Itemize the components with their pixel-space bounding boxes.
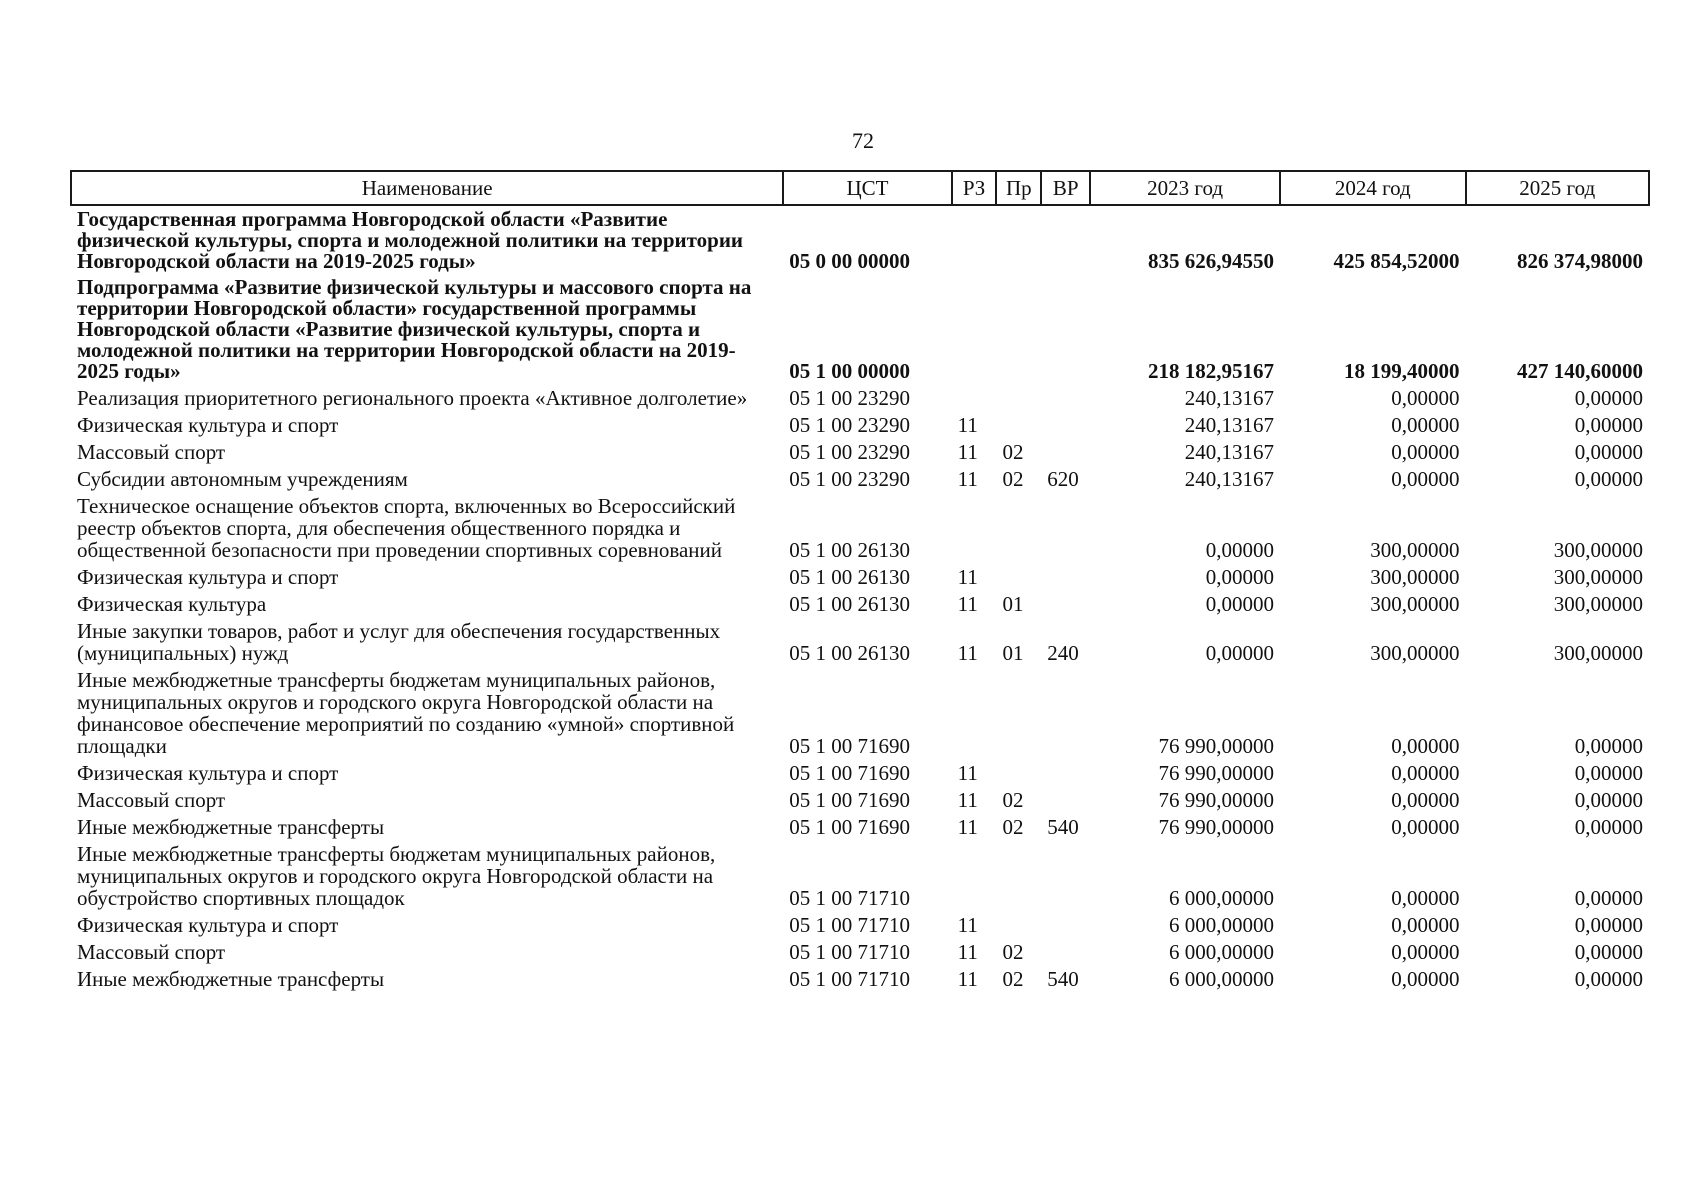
- cell-vr: [1041, 759, 1090, 786]
- table-row: [71, 590, 1649, 617]
- cell-name: Иные межбюджетные трансферты: [77, 815, 385, 839]
- table-row: [71, 813, 1649, 840]
- page-number: 72: [852, 128, 874, 153]
- cell-2023: 0,00000: [1205, 592, 1275, 616]
- header-2025: 2025 год: [1466, 171, 1649, 205]
- cell-2024: 0,00000: [1391, 386, 1460, 410]
- cell-2024: 300,00000: [1370, 538, 1460, 562]
- cell-vr: 240: [1047, 641, 1079, 665]
- cell-rz: 11: [957, 761, 978, 785]
- cell-2025: 300,00000: [1553, 538, 1643, 562]
- cell-2023: 0,00000: [1205, 565, 1275, 589]
- cell-2025: 0,00000: [1574, 788, 1643, 812]
- header-vr: ВР: [1041, 171, 1090, 205]
- cell-2024: 0,00000: [1391, 467, 1460, 491]
- cell-vr: 540: [1047, 967, 1079, 991]
- cell-cst: 05 1 00 23290: [789, 386, 910, 410]
- table-row: [71, 274, 1649, 384]
- cell-vr: 540: [1047, 815, 1079, 839]
- cell-2025: 826 374,98000: [1517, 249, 1643, 273]
- cell-cst: 05 1 00 71710: [789, 940, 910, 964]
- cell-2025: 300,00000: [1553, 565, 1643, 589]
- cell-name: Субсидии автономным учреждениям: [77, 467, 408, 491]
- cell-pr: [996, 911, 1041, 938]
- cell-2024: 0,00000: [1391, 967, 1460, 991]
- cell-pr: 02: [1002, 440, 1024, 464]
- cell-2024: 0,00000: [1391, 734, 1460, 758]
- cell-rz: 11: [957, 940, 978, 964]
- header-rz: РЗ: [952, 171, 997, 205]
- header-name: Наименование: [71, 171, 783, 205]
- table-row: [71, 492, 1649, 563]
- cell-name: Техническое оснащение объектов спорта, включенных во Всероссийский реестр объектов спорта, для обеспечения общественного порядка и общественной безопасности при проведении спортивных соревнований: [77, 494, 736, 562]
- cell-pr: 02: [1002, 940, 1024, 964]
- cell-vr: [1041, 411, 1090, 438]
- cell-name: Подпрограмма «Развитие физической культуры и массового спорта на территории Новгородской области» государственной программы Новгородской области «Развитие физической культуры, спорта и молодежной политики на территории Новгородской области на 2019-2025 годы»: [77, 275, 752, 383]
- cell-2025: 427 140,60000: [1517, 359, 1643, 383]
- cell-2024: 300,00000: [1370, 565, 1460, 589]
- cell-vr: [1041, 384, 1090, 411]
- cell-vr: [1041, 590, 1090, 617]
- cell-cst: 05 1 00 71690: [789, 788, 910, 812]
- cell-rz: [952, 492, 997, 563]
- cell-2025: 0,00000: [1574, 440, 1643, 464]
- cell-name: Иные межбюджетные трансферты бюджетам муниципальных районов, муниципальных округов и городского округа Новгородской области на финансовое обеспечение мероприятий по созданию «умной» спортивной площадки: [77, 668, 735, 758]
- cell-pr: 01: [1002, 592, 1024, 616]
- cell-2023: 6 000,00000: [1169, 913, 1275, 937]
- budget-table: [70, 170, 1650, 992]
- cell-rz: [952, 840, 997, 911]
- cell-rz: 11: [957, 565, 978, 589]
- cell-2023: 76 990,00000: [1158, 761, 1275, 785]
- cell-2025: 0,00000: [1574, 734, 1643, 758]
- header-pr: Пр: [996, 171, 1041, 205]
- table-row: [71, 411, 1649, 438]
- cell-pr: [996, 759, 1041, 786]
- cell-2023: 76 990,00000: [1158, 734, 1275, 758]
- cell-rz: [952, 274, 997, 384]
- cell-vr: [1041, 938, 1090, 965]
- cell-vr: [1041, 274, 1090, 384]
- cell-pr: [996, 840, 1041, 911]
- cell-rz: 11: [957, 641, 978, 665]
- cell-2023: 0,00000: [1205, 538, 1275, 562]
- cell-rz: 11: [957, 967, 978, 991]
- cell-2025: 0,00000: [1574, 467, 1643, 491]
- table-row: [71, 938, 1649, 965]
- table-row: [71, 840, 1649, 911]
- table-row: [71, 759, 1649, 786]
- cell-vr: [1041, 786, 1090, 813]
- cell-2024: 0,00000: [1391, 815, 1460, 839]
- cell-2024: 0,00000: [1391, 940, 1460, 964]
- header-2024: 2024 год: [1280, 171, 1466, 205]
- cell-2023: 6 000,00000: [1169, 967, 1275, 991]
- cell-name: Массовый спорт: [77, 940, 226, 964]
- cell-pr: [996, 411, 1041, 438]
- cell-pr: [996, 384, 1041, 411]
- cell-name: Физическая культура: [77, 592, 267, 616]
- cell-2025: 300,00000: [1553, 641, 1643, 665]
- cell-name: Иные межбюджетные трансферты: [77, 967, 385, 991]
- cell-name: Физическая культура и спорт: [77, 913, 339, 937]
- table-row: [71, 384, 1649, 411]
- cell-name: Физическая культура и спорт: [77, 565, 339, 589]
- cell-cst: 05 1 00 23290: [789, 440, 910, 464]
- cell-pr: 02: [1002, 815, 1024, 839]
- cell-name: Массовый спорт: [77, 788, 226, 812]
- cell-2023: 0,00000: [1205, 641, 1275, 665]
- cell-2024: 0,00000: [1391, 788, 1460, 812]
- cell-2024: 0,00000: [1391, 761, 1460, 785]
- cell-cst: 05 1 00 71690: [789, 734, 910, 758]
- cell-vr: [1041, 840, 1090, 911]
- cell-cst: 05 1 00 26130: [789, 592, 910, 616]
- cell-2025: 0,00000: [1574, 940, 1643, 964]
- cell-rz: 11: [957, 413, 978, 437]
- cell-pr: 02: [1002, 788, 1024, 812]
- cell-rz: [952, 666, 997, 759]
- cell-2024: 0,00000: [1391, 886, 1460, 910]
- cell-2023: 6 000,00000: [1169, 940, 1275, 964]
- cell-2023: 6 000,00000: [1169, 886, 1275, 910]
- cell-2025: 0,00000: [1574, 815, 1643, 839]
- cell-pr: 01: [1002, 641, 1024, 665]
- table-body: [71, 205, 1649, 992]
- cell-rz: 11: [957, 592, 978, 616]
- cell-vr: 620: [1047, 467, 1079, 491]
- table-row: [71, 911, 1649, 938]
- cell-vr: [1041, 492, 1090, 563]
- cell-pr: 02: [1002, 467, 1024, 491]
- cell-2025: 300,00000: [1553, 592, 1643, 616]
- cell-2024: 300,00000: [1370, 592, 1460, 616]
- cell-2024: 18 199,40000: [1344, 359, 1460, 383]
- cell-pr: [996, 666, 1041, 759]
- cell-2024: 0,00000: [1391, 440, 1460, 464]
- cell-2025: 0,00000: [1574, 413, 1643, 437]
- cell-2024: 0,00000: [1391, 913, 1460, 937]
- table-header-row: [71, 171, 1649, 205]
- cell-rz: 11: [957, 440, 978, 464]
- table-row: [71, 617, 1649, 666]
- cell-name: Государственная программа Новгородской области «Развитие физической культуры, спорта и молодежной политики на территории Новгородской области на 2019-2025 годы»: [77, 207, 744, 273]
- cell-pr: [996, 492, 1041, 563]
- cell-pr: [996, 563, 1041, 590]
- cell-rz: 11: [957, 788, 978, 812]
- cell-vr: [1041, 438, 1090, 465]
- cell-cst: 05 1 00 26130: [789, 538, 910, 562]
- cell-2023: 240,13167: [1184, 467, 1275, 491]
- cell-name: Физическая культура и спорт: [77, 413, 339, 437]
- cell-name: Физическая культура и спорт: [77, 761, 339, 785]
- cell-cst: 05 1 00 23290: [789, 413, 910, 437]
- cell-2023: 240,13167: [1184, 440, 1275, 464]
- cell-2023: 76 990,00000: [1158, 788, 1275, 812]
- cell-cst: 05 1 00 71690: [789, 815, 910, 839]
- cell-2023: 76 990,00000: [1158, 815, 1275, 839]
- cell-cst: 05 1 00 71710: [789, 967, 910, 991]
- cell-2023: 240,13167: [1184, 413, 1275, 437]
- table-row: [71, 465, 1649, 492]
- cell-2025: 0,00000: [1574, 913, 1643, 937]
- cell-rz: 11: [957, 467, 978, 491]
- cell-name: Иные закупки товаров, работ и услуг для обеспечения государственных (муниципальных) нужд: [77, 619, 721, 665]
- table-row: [71, 205, 1649, 274]
- table-row: [71, 965, 1649, 992]
- cell-vr: [1041, 911, 1090, 938]
- cell-name: Массовый спорт: [77, 440, 226, 464]
- cell-vr: [1041, 563, 1090, 590]
- cell-2023: 835 626,94550: [1148, 249, 1275, 273]
- header-cst: ЦСТ: [783, 171, 951, 205]
- cell-rz: [952, 384, 997, 411]
- cell-cst: 05 1 00 23290: [789, 467, 910, 491]
- cell-pr: [996, 205, 1041, 274]
- cell-pr: 02: [1002, 967, 1024, 991]
- cell-vr: [1041, 666, 1090, 759]
- header-2023: 2023 год: [1090, 171, 1280, 205]
- cell-2024: 0,00000: [1391, 413, 1460, 437]
- cell-rz: [952, 205, 997, 274]
- cell-vr: [1041, 205, 1090, 274]
- table-row: [71, 563, 1649, 590]
- cell-2025: 0,00000: [1574, 886, 1643, 910]
- table-row: [71, 786, 1649, 813]
- cell-name: Иные межбюджетные трансферты бюджетам муниципальных районов, муниципальных округов и городского округа Новгородской области на обустройство спортивных площадок: [77, 842, 716, 910]
- cell-cst: 05 0 00 00000: [789, 249, 910, 273]
- cell-2023: 240,13167: [1184, 386, 1275, 410]
- cell-2025: 0,00000: [1574, 967, 1643, 991]
- cell-2025: 0,00000: [1574, 386, 1643, 410]
- cell-2024: 425 854,52000: [1333, 249, 1460, 273]
- cell-cst: 05 1 00 26130: [789, 565, 910, 589]
- cell-cst: 05 1 00 00000: [789, 359, 910, 383]
- cell-cst: 05 1 00 71690: [789, 761, 910, 785]
- cell-2023: 218 182,95167: [1148, 359, 1275, 383]
- cell-pr: [996, 274, 1041, 384]
- cell-cst: 05 1 00 71710: [789, 886, 910, 910]
- cell-name: Реализация приоритетного регионального проекта «Активное долголетие»: [77, 386, 748, 410]
- cell-2024: 300,00000: [1370, 641, 1460, 665]
- cell-rz: 11: [957, 913, 978, 937]
- cell-rz: 11: [957, 815, 978, 839]
- cell-2025: 0,00000: [1574, 761, 1643, 785]
- cell-cst: 05 1 00 71710: [789, 913, 910, 937]
- cell-cst: 05 1 00 26130: [789, 641, 910, 665]
- table-row: [71, 438, 1649, 465]
- table-row: [71, 666, 1649, 759]
